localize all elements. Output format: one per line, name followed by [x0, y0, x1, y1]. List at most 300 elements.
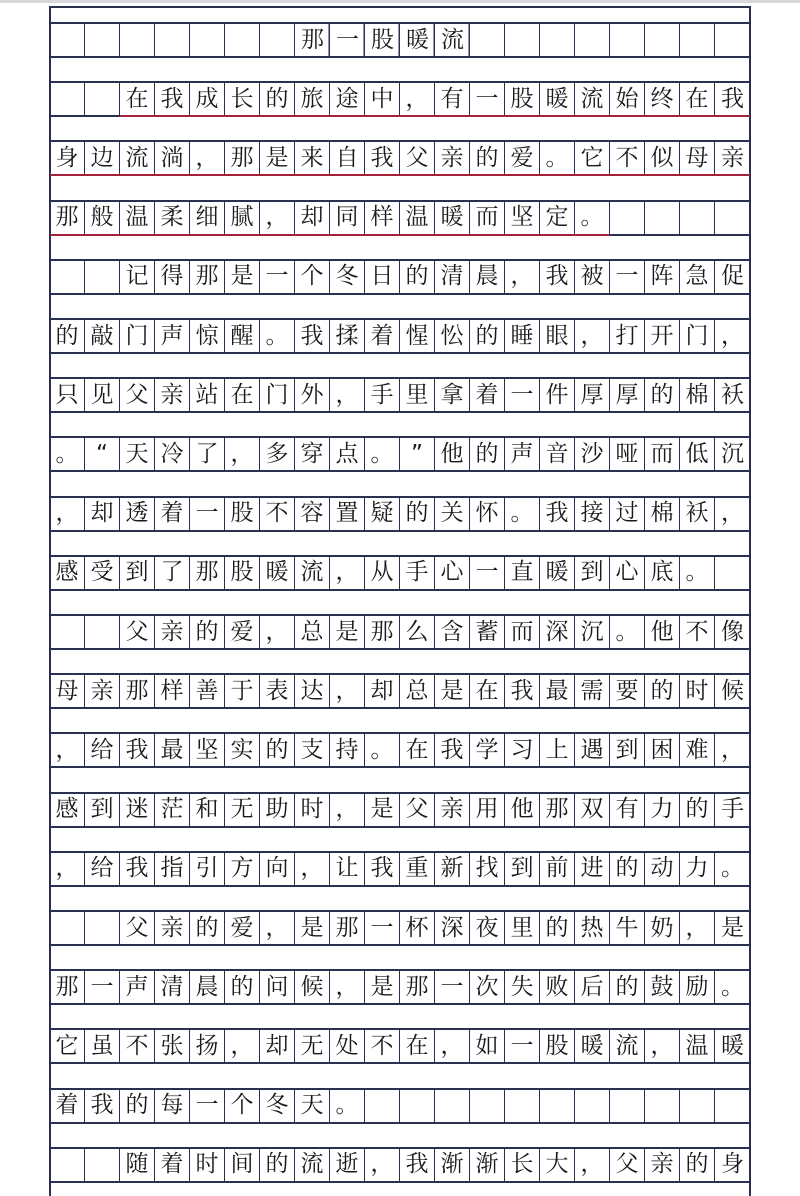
grid-cell-character: 的: [610, 971, 645, 1003]
grid-cell-character: ，: [645, 1030, 680, 1062]
grid-cell-character: 是: [295, 912, 330, 944]
grid-cell-character: “: [85, 438, 120, 470]
grid-cell-character: 鼓: [645, 971, 680, 1003]
empty-grid-cell: [225, 24, 260, 56]
grid-cell-character: 困: [645, 734, 680, 766]
grid-cell-character: 心: [435, 557, 470, 589]
empty-grid-cell: [540, 24, 575, 56]
grid-cell-character: 我: [120, 853, 155, 885]
grid-cell-character: 到: [610, 734, 645, 766]
grid-cell-character: 最: [540, 675, 575, 707]
grid-cell-character: ，: [190, 142, 225, 174]
grid-cell-character: 揉: [330, 320, 365, 352]
grid-cell-character: ，: [330, 794, 365, 826]
grid-cell-character: 流: [610, 1030, 645, 1062]
grid-cell-character: 那: [50, 202, 85, 234]
empty-grid-cell: [680, 24, 715, 56]
grid-cell-character: 感: [50, 557, 85, 589]
grid-cell-character: 厚: [575, 379, 610, 411]
empty-grid-cell: [120, 24, 155, 56]
grid-cell-character: 。: [505, 498, 540, 530]
grid-cell-character: 到: [575, 557, 610, 589]
grid-cell-character: 的: [50, 320, 85, 352]
grid-cell-character: 哑: [610, 438, 645, 470]
grid-cell-character: 上: [540, 734, 575, 766]
grid-cell-character: 个: [295, 261, 330, 293]
grid-cell-character: 励: [680, 971, 715, 1003]
grid-cell-character: 的: [470, 438, 505, 470]
grid-cell-character: 暖: [721, 1032, 744, 1059]
grid-cell-character: 坚: [505, 202, 540, 234]
grid-cell-character: 一: [610, 261, 645, 293]
grid-cell-character: 音: [540, 438, 575, 470]
grid-cell-character: 向: [260, 853, 295, 885]
text-row: [50, 318, 750, 354]
empty-grid-cell: [645, 1090, 680, 1122]
grid-cell-character: 是: [260, 142, 295, 174]
grid-cell-character: ，: [50, 734, 85, 766]
right-margin-line: [749, 6, 751, 1196]
grid-cell-character: ，: [330, 557, 365, 589]
grid-cell-character: 穿: [295, 438, 330, 470]
grid-cell-character: 低: [680, 438, 715, 470]
grid-cell-character: 声: [120, 971, 155, 1003]
grid-cell-character: 用: [470, 794, 505, 826]
text-row: [50, 436, 750, 472]
grid-cell-character: 茫: [155, 794, 190, 826]
grid-cell-character: 样: [365, 202, 400, 234]
grid-cell-character: 股: [225, 498, 260, 530]
grid-cell-character: 是: [365, 794, 400, 826]
grid-cell-character: ，: [400, 83, 435, 115]
grid-cell-character: 大: [540, 1149, 575, 1181]
grid-cell-character: 最: [155, 734, 190, 766]
grid-cell-character: 问: [260, 971, 295, 1003]
grid-cell-character: 身: [50, 142, 85, 174]
red-underline-mark: [50, 234, 610, 236]
grid-cell-character: 一: [85, 971, 120, 1003]
text-row: [50, 1088, 750, 1124]
empty-grid-cell: [715, 557, 750, 589]
page-top-border: [50, 6, 750, 8]
grid-cell-character: 一: [190, 1090, 225, 1122]
grid-cell-character: 我: [365, 853, 400, 885]
grid-cell-character: 沙: [575, 438, 610, 470]
grid-cell-character: 股: [540, 1030, 575, 1062]
grid-cell-character: 感: [50, 794, 85, 826]
grid-cell-character: 亲: [155, 616, 190, 648]
grid-cell-character: 。: [330, 1090, 365, 1122]
grid-cell-character: 到: [85, 794, 120, 826]
grid-cell-character: 打: [610, 320, 645, 352]
text-row: [50, 200, 750, 236]
grid-cell-character: ，: [330, 379, 365, 411]
grid-cell-character: 门: [120, 320, 155, 352]
grid-cell-character: 受: [85, 557, 120, 589]
grid-cell-character: 牛: [610, 912, 645, 944]
page-top-edge: [0, 0, 800, 3]
grid-cell-character: 。: [721, 855, 744, 882]
grid-cell-character: 温: [120, 202, 155, 234]
red-underline-mark: [120, 115, 750, 117]
grid-cell-character: 的: [190, 912, 225, 944]
empty-grid-cell: [470, 24, 505, 56]
grid-cell-character: 时: [295, 794, 330, 826]
grid-cell-character: 始: [610, 83, 645, 115]
grid-cell-character: 疑: [365, 498, 400, 530]
grid-cell-character: 那: [365, 616, 400, 648]
grid-cell-character: 身: [721, 1151, 744, 1178]
grid-cell-character: 那: [400, 971, 435, 1003]
grid-cell-character: 是: [721, 914, 744, 941]
grid-cell-character: 流: [295, 557, 330, 589]
grid-cell-character: 柔: [155, 202, 190, 234]
grid-cell-character: 底: [645, 557, 680, 589]
text-row: [50, 496, 750, 532]
grid-cell-character: 着: [155, 1149, 190, 1181]
grid-cell-character: 冷: [155, 438, 190, 470]
grid-cell-character: 的: [190, 616, 225, 648]
empty-grid-cell: [715, 1090, 750, 1122]
grid-cell-character: 的: [680, 794, 715, 826]
grid-cell-character: 每: [155, 1090, 190, 1122]
grid-cell-character: 像: [721, 618, 744, 645]
text-row: [50, 732, 750, 768]
grid-cell-character: 表: [260, 675, 295, 707]
grid-cell-character: 爱: [225, 912, 260, 944]
grid-cell-character: 终: [645, 83, 680, 115]
grid-cell-character: 的: [225, 971, 260, 1003]
grid-cell-character: 那: [190, 557, 225, 589]
grid-cell-character: 。: [365, 734, 400, 766]
grid-cell-character: 于: [225, 675, 260, 707]
grid-cell-character: 父: [120, 912, 155, 944]
grid-cell-character: 持: [330, 734, 365, 766]
grid-cell-character: ，: [225, 1030, 260, 1062]
text-row: [50, 1028, 750, 1064]
grid-cell-character: 。: [680, 557, 715, 589]
grid-cell-character: 我: [505, 675, 540, 707]
grid-cell-character: 了: [190, 438, 225, 470]
grid-cell-character: 和: [190, 794, 225, 826]
grid-cell-character: 眼: [540, 320, 575, 352]
empty-grid-cell: [505, 1090, 540, 1122]
grid-cell-character: 要: [610, 675, 645, 707]
grid-cell-character: 旅: [295, 83, 330, 115]
grid-cell-character: 迷: [120, 794, 155, 826]
grid-cell-character: 在: [400, 734, 435, 766]
empty-grid-cell: [610, 24, 645, 56]
grid-cell-character: ，: [295, 853, 330, 885]
grid-cell-character: 时: [190, 1149, 225, 1181]
grid-cell-character: 给: [85, 853, 120, 885]
grid-cell-character: 夜: [470, 912, 505, 944]
grid-cell-character: 定: [540, 202, 575, 234]
grid-cell-character: 无: [225, 794, 260, 826]
empty-grid-cell: [85, 1149, 120, 1181]
grid-cell-character: 一: [505, 379, 540, 411]
grid-cell-character: 拿: [435, 379, 470, 411]
grid-cell-character: ，: [505, 261, 540, 293]
grid-cell-character: 坚: [190, 734, 225, 766]
grid-cell-character: 的: [470, 320, 505, 352]
grid-cell-character: 重: [400, 853, 435, 885]
grid-cell-character: 里: [400, 379, 435, 411]
empty-grid-cell: [85, 83, 120, 115]
grid-cell-character: 支: [295, 734, 330, 766]
grid-cell-character: 力: [680, 853, 715, 885]
grid-cell-character: 的: [260, 83, 295, 115]
grid-cell-character: 进: [575, 853, 610, 885]
grid-cell-character: 败: [540, 971, 575, 1003]
grid-cell-character: 实: [225, 734, 260, 766]
grid-cell-character: 股: [225, 557, 260, 589]
grid-cell-character: 杯: [400, 912, 435, 944]
grid-cell-character: 而: [470, 202, 505, 234]
grid-cell-character: 父: [610, 1149, 645, 1181]
grid-cell-character: 开: [645, 320, 680, 352]
grid-cell-character: 流: [295, 1149, 330, 1181]
grid-cell-character: 心: [610, 557, 645, 589]
grid-cell-character: 让: [330, 853, 365, 885]
grid-cell-character: 时: [680, 675, 715, 707]
grid-cell-character: 亲: [85, 675, 120, 707]
grid-cell-character: 一: [190, 498, 225, 530]
grid-cell-character: 忪: [435, 320, 470, 352]
grid-cell-character: 新: [435, 853, 470, 885]
grid-cell-character: 我: [295, 320, 330, 352]
grid-cell-character: 中: [365, 83, 400, 115]
grid-cell-character: 冬: [260, 1090, 295, 1122]
empty-grid-cell: [575, 1090, 610, 1122]
grid-cell-character: 那: [190, 261, 225, 293]
grid-cell-character: 途: [330, 83, 365, 115]
grid-cell-character: 热: [575, 912, 610, 944]
grid-cell-character: 门: [260, 379, 295, 411]
grid-cell-character: 的: [540, 912, 575, 944]
grid-cell-character: 来: [295, 142, 330, 174]
grid-cell-character: 它: [50, 1030, 85, 1062]
grid-cell-character: 细: [190, 202, 225, 234]
grid-cell-character: 手: [365, 379, 400, 411]
grid-cell-character: 醒: [225, 320, 260, 352]
grid-cell-character: 站: [190, 379, 225, 411]
grid-cell-character: 成: [190, 83, 225, 115]
grid-cell-character: 门: [680, 320, 715, 352]
text-row: [50, 851, 750, 887]
grid-cell-character: 他: [645, 616, 680, 648]
text-row: [50, 673, 750, 709]
grid-cell-character: ，: [330, 971, 365, 1003]
empty-grid-cell: [680, 1090, 715, 1122]
grid-cell-character: 是: [435, 675, 470, 707]
grid-cell-character: 它: [575, 142, 610, 174]
empty-grid-cell: [50, 912, 85, 944]
grid-cell-character: 棉: [680, 379, 715, 411]
grid-cell-character: 睡: [505, 320, 540, 352]
grid-cell-character: 的: [470, 142, 505, 174]
grid-cell-character: 。: [260, 320, 295, 352]
grid-cell-character: 候: [721, 677, 744, 704]
grid-cell-character: 的: [260, 1149, 295, 1181]
grid-cell-character: 亲: [435, 142, 470, 174]
grid-cell-character: 只: [50, 379, 85, 411]
empty-grid-cell: [85, 24, 120, 56]
grid-cell-character: 是: [225, 261, 260, 293]
grid-cell-character: 我: [155, 83, 190, 115]
grid-cell-character: 。: [721, 973, 744, 1000]
grid-cell-character: 沉: [721, 440, 744, 467]
text-row: [50, 792, 750, 828]
empty-grid-cell: [540, 1090, 575, 1122]
grid-cell-character: 了: [155, 557, 190, 589]
empty-grid-cell: [190, 24, 225, 56]
grid-cell-character: 渐: [470, 1149, 505, 1181]
essay-title: 那一股暖流: [295, 24, 470, 56]
grid-cell-character: 蓄: [470, 616, 505, 648]
grid-cell-character: 含: [435, 616, 470, 648]
grid-cell-character: 不: [120, 1030, 155, 1062]
grid-cell-character: 到: [120, 557, 155, 589]
grid-cell-character: 手: [721, 796, 744, 823]
grid-cell-character: 那: [120, 675, 155, 707]
text-row: [50, 259, 750, 295]
text-row: [50, 555, 750, 591]
grid-cell-character: 晨: [470, 261, 505, 293]
grid-cell-character: 我: [85, 1090, 120, 1122]
grid-cell-character: 见: [85, 379, 120, 411]
empty-grid-cell: [85, 261, 120, 293]
grid-cell-character: 父: [400, 142, 435, 174]
grid-cell-character: 的: [400, 261, 435, 293]
grid-cell-character: 张: [155, 1030, 190, 1062]
grid-cell-character: 却: [260, 1030, 295, 1062]
grid-cell-character: 。: [365, 438, 400, 470]
empty-grid-cell: [365, 1090, 400, 1122]
grid-cell-character: 前: [540, 853, 575, 885]
grid-cell-character: 日: [365, 261, 400, 293]
grid-cell-character: 多: [260, 438, 295, 470]
empty-grid-cell: [470, 1090, 505, 1122]
grid-cell-character: 亲: [721, 144, 744, 171]
grid-cell-character: 却: [85, 498, 120, 530]
grid-cell-character: 长: [505, 1149, 540, 1181]
grid-cell-character: 我: [540, 498, 575, 530]
grid-cell-character: ，: [260, 912, 295, 944]
grid-cell-character: 的: [260, 734, 295, 766]
grid-cell-character: ，: [50, 853, 85, 885]
grid-cell-character: 给: [85, 734, 120, 766]
grid-cell-character: 腻: [225, 202, 260, 234]
left-margin-line: [49, 6, 51, 1196]
grid-cell-character: 总: [295, 616, 330, 648]
grid-cell-character: 着: [470, 379, 505, 411]
grid-cell-character: 的: [400, 498, 435, 530]
grid-cell-character: 着: [155, 498, 190, 530]
grid-cell-character: 亲: [155, 912, 190, 944]
grid-cell-character: 温: [680, 1030, 715, 1062]
grid-cell-character: ，: [575, 1149, 610, 1181]
grid-cell-character: ，: [50, 498, 85, 530]
empty-grid-cell: [50, 83, 85, 115]
grid-cell-character: 失: [505, 971, 540, 1003]
grid-cell-character: 晨: [190, 971, 225, 1003]
grid-cell-character: 逝: [330, 1149, 365, 1181]
grid-cell-character: 天: [120, 438, 155, 470]
text-row: [50, 81, 750, 117]
grid-cell-character: 习: [505, 734, 540, 766]
empty-grid-cell: [50, 1149, 85, 1181]
title-row: [50, 22, 750, 58]
grid-cell-character: 置: [330, 498, 365, 530]
grid-cell-character: 。: [540, 142, 575, 174]
grid-cell-character: 的: [610, 853, 645, 885]
grid-cell-character: 有: [610, 794, 645, 826]
grid-cell-character: 在: [400, 1030, 435, 1062]
grid-cell-character: 着: [365, 320, 400, 352]
grid-cell-character: 一: [470, 557, 505, 589]
grid-cell-character: 那: [225, 142, 260, 174]
grid-cell-character: 暖: [435, 202, 470, 234]
grid-cell-character: 间: [225, 1149, 260, 1181]
empty-grid-cell: [610, 202, 645, 234]
grid-cell-character: 清: [435, 261, 470, 293]
grid-cell-character: 关: [435, 498, 470, 530]
grid-cell-character: 到: [505, 853, 540, 885]
grid-cell-character: ，: [260, 616, 295, 648]
grid-cell-character: 次: [470, 971, 505, 1003]
grid-cell-character: 么: [400, 616, 435, 648]
grid-cell-character: 爱: [225, 616, 260, 648]
grid-cell-character: 那: [540, 794, 575, 826]
empty-grid-cell: [575, 24, 610, 56]
grid-cell-character: 母: [50, 675, 85, 707]
empty-grid-cell: [260, 24, 295, 56]
grid-cell-character: 善: [190, 675, 225, 707]
grid-cell-character: 。: [50, 438, 85, 470]
grid-cell-character: ，: [365, 1149, 400, 1181]
empty-grid-cell: [610, 1090, 645, 1122]
grid-cell-character: 似: [645, 142, 680, 174]
grid-cell-character: 动: [645, 853, 680, 885]
grid-cell-character: 直: [505, 557, 540, 589]
grid-cell-character: 惊: [190, 320, 225, 352]
grid-cell-character: 在: [680, 83, 715, 115]
grid-cell-character: 件: [540, 379, 575, 411]
grid-cell-character: 。: [575, 202, 610, 234]
grid-cell-character: 达: [295, 675, 330, 707]
grid-cell-character: 的: [645, 675, 680, 707]
grid-cell-character: 个: [225, 1090, 260, 1122]
text-row: [50, 140, 750, 176]
grid-cell-character: 一: [365, 912, 400, 944]
grid-cell-character: 淌: [155, 142, 190, 174]
grid-cell-character: 在: [225, 379, 260, 411]
empty-grid-cell: [50, 616, 85, 648]
grid-cell-character: 流: [120, 142, 155, 174]
grid-cell-character: 暖: [575, 1030, 610, 1062]
grid-cell-character: 在: [120, 83, 155, 115]
text-row: [50, 377, 750, 413]
grid-cell-character: 一: [505, 1030, 540, 1062]
text-row: [50, 969, 750, 1005]
grid-cell-character: 手: [400, 557, 435, 589]
grid-cell-character: 虽: [85, 1030, 120, 1062]
grid-cell-character: 记: [120, 261, 155, 293]
grid-cell-character: ，: [680, 912, 715, 944]
grid-cell-character: 我: [400, 1149, 435, 1181]
grid-cell-character: 。: [610, 616, 645, 648]
